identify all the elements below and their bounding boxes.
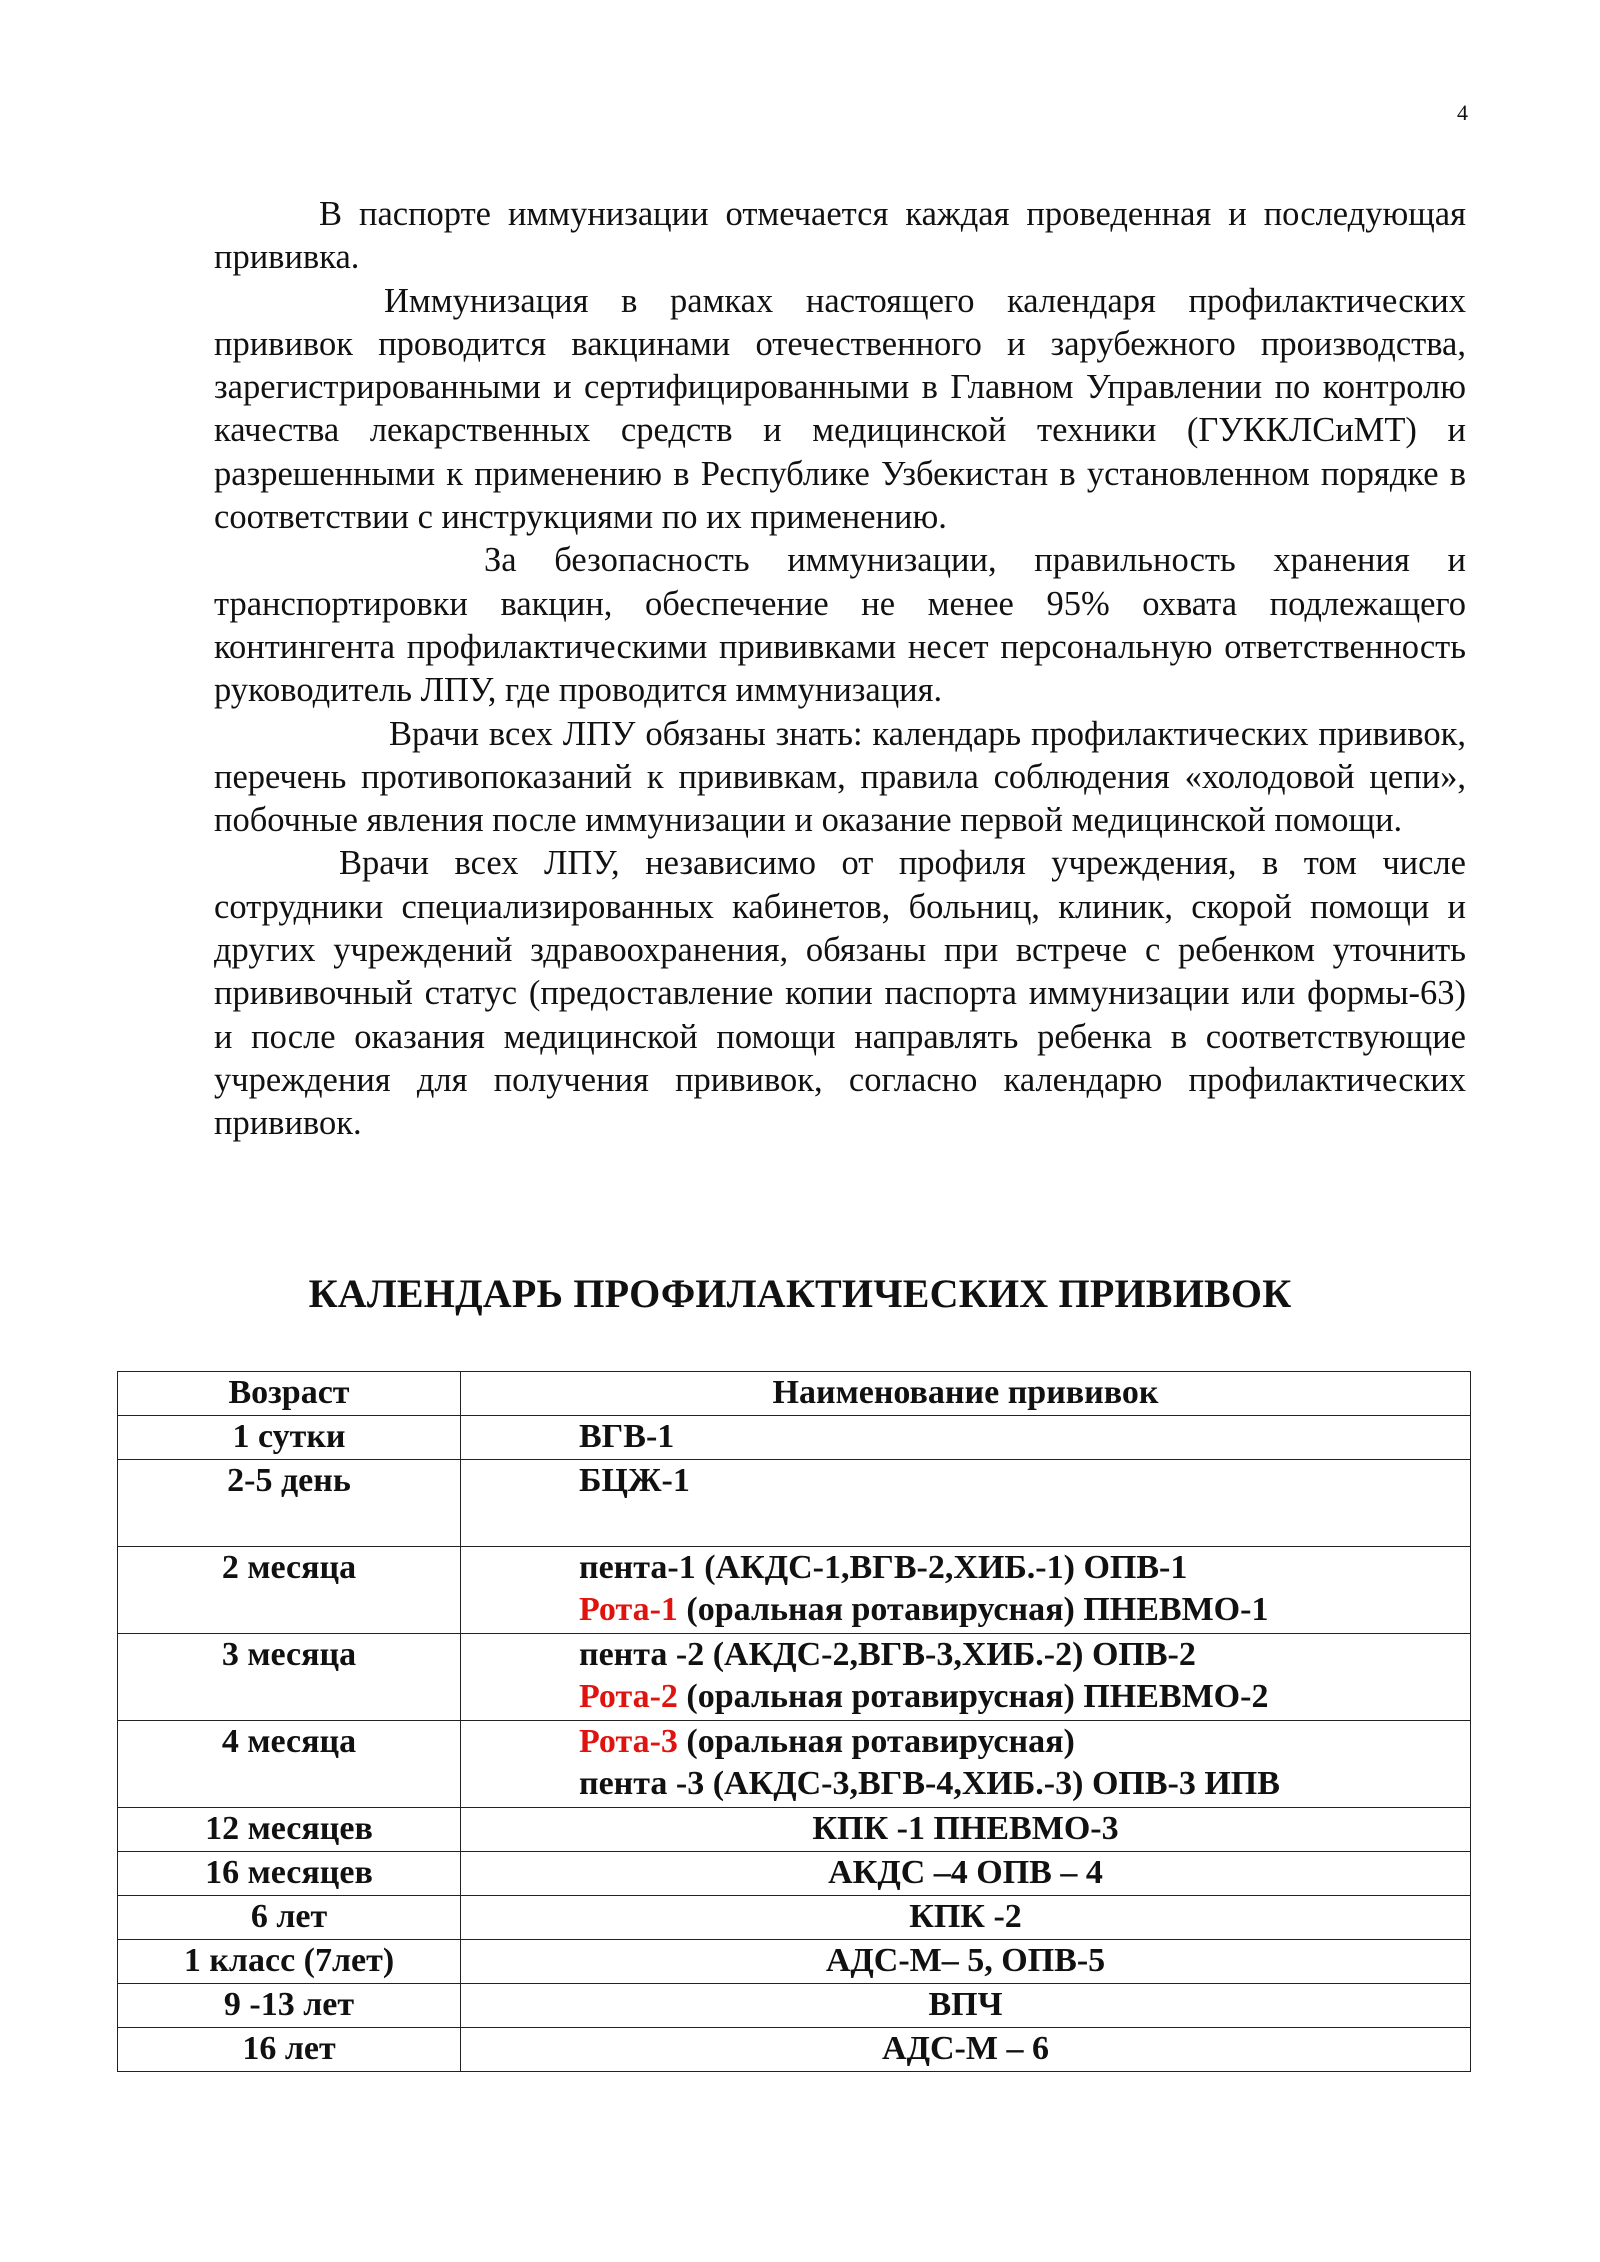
vaccine-line: БЦЖ-1 — [579, 1462, 690, 1499]
vaccine-line: пента -2 (АКДС-2,ВГВ-3,ХИБ.-2) ОПВ-2 — [579, 1636, 1196, 1673]
header-age: Возраст — [118, 1372, 461, 1416]
body-text — [214, 193, 1466, 1146]
table-row — [118, 1634, 1471, 1721]
vaccine-line: КПК -1 ПНЕВМО-3 — [812, 1810, 1119, 1847]
age-cell: 12 месяцев — [118, 1808, 461, 1852]
vaccine-line-rest: (оральная ротавирусная) — [677, 1723, 1075, 1760]
vaccine-line-rest: (оральная ротавирусная) ПНЕВМО-1 — [677, 1591, 1269, 1628]
vaccine-line: АДС-М– 5, ОПВ-5 — [825, 1942, 1106, 1979]
vaccine-line: пента -3 (АКДС-3,ВГВ-4,ХИБ.-3) ОПВ-3 ИПВ — [579, 1765, 1280, 1802]
table-row — [118, 1940, 1471, 1984]
table-row — [118, 1808, 1471, 1852]
vaccine-cell — [461, 1547, 1471, 1634]
paragraph-doctors-duty: Врачи всех ЛПУ, независимо от профиля учреждения, в том числе сотрудники специализированных кабинетов, больниц, клиник, скорой помощи и других учреждений здравоохранения, обязаны при встрече с ребенком уточнить прививочный статус (предоставление копии паспорта иммунизации или формы-63) и после оказания медицинской помощи направлять ребенка в соответствующие учреждения для получения прививок, согласно календарю профилактических прививок. — [214, 844, 1466, 1143]
table-row — [118, 1852, 1471, 1896]
table-row — [118, 1896, 1471, 1940]
age-cell: 2 месяца — [118, 1547, 461, 1634]
vaccine-line: АДС-М – 6 — [882, 2030, 1049, 2067]
vaccine-line: ВПЧ — [928, 1986, 1003, 2023]
table-row — [118, 1460, 1471, 1547]
rota-label: Рота-2 — [579, 1678, 678, 1715]
table-row — [118, 1721, 1471, 1808]
paragraph-passport: В паспорте иммунизации отмечается каждая проведенная и последующая прививка. — [214, 195, 1466, 277]
age-cell: 9 -13 лет — [118, 1984, 461, 2028]
paragraph-doctors-knowledge: Врачи всех ЛПУ обязаны знать: календарь профилактических прививок, перечень противопоказаний к прививкам, правила соблюдения «холодовой цепи», побочные явления после иммунизации и оказание первой медицинской помощи. — [214, 714, 1466, 840]
table-row — [118, 2028, 1471, 2072]
vaccine-cell — [461, 1460, 1471, 1547]
vaccine-cell — [461, 1940, 1471, 1984]
age-cell: 3 месяца — [118, 1634, 461, 1721]
vaccine-line — [579, 1676, 1470, 1718]
vaccine-line-rest: (оральная ротавирусная) ПНЕВМО-2 — [677, 1678, 1269, 1715]
age-cell: 2-5 день — [118, 1460, 461, 1547]
paragraph-vaccines: Иммунизация в рамках настоящего календаря профилактических прививок проводится вакцинами отечественного и зарубежного производства, зарегистрированными и сертифицированными в Главном Управлении по контролю качества лекарственных средств и медицинской техники (ГУККЛСиМТ) и разрешенными к применению в Республике Узбекистан в установленном порядке в соответствии с инструкциями по их применению. — [214, 281, 1466, 537]
vaccine-line — [579, 1589, 1470, 1631]
rota-label: Рота-3 — [579, 1723, 678, 1760]
vaccine-line: КПК -2 — [909, 1898, 1022, 1935]
vaccine-cell — [461, 1634, 1471, 1721]
age-cell: 16 лет — [118, 2028, 461, 2072]
age-cell: 1 сутки — [118, 1416, 461, 1460]
age-cell: 1 класс (7лет) — [118, 1940, 461, 1984]
vaccine-line: АКДС –4 ОПВ – 4 — [828, 1854, 1103, 1891]
age-cell: 16 месяцев — [118, 1852, 461, 1896]
table-row — [118, 1547, 1471, 1634]
table-row — [118, 1416, 1471, 1460]
table-header-row — [118, 1372, 1471, 1416]
vaccination-calendar-table — [117, 1371, 1471, 2072]
vaccine-cell — [461, 1852, 1471, 1896]
vaccine-cell — [461, 2028, 1471, 2072]
paragraph-safety: За безопасность иммунизации, правильность хранения и транспортировки вакцин, обеспечение не менее 95% охвата подлежащего контингента профилактическими прививками несет персональную ответственность руководитель ЛПУ, где проводится иммунизация. — [214, 541, 1466, 710]
table-row — [118, 1984, 1471, 2028]
header-vaccines: Наименование прививок — [461, 1372, 1471, 1416]
vaccine-cell — [461, 1896, 1471, 1940]
vaccine-cell — [461, 1984, 1471, 2028]
rota-label: Рота-1 — [579, 1591, 678, 1628]
age-cell: 6 лет — [118, 1896, 461, 1940]
page-number: 4 — [1457, 100, 1468, 125]
age-cell: 4 месяца — [118, 1721, 461, 1808]
vaccine-line — [579, 1721, 1470, 1763]
vaccine-line: ВГВ-1 — [579, 1418, 675, 1455]
vaccine-cell — [461, 1808, 1471, 1852]
calendar-title: КАЛЕНДАРЬ ПРОФИЛАКТИЧЕСКИХ ПРИВИВОК — [308, 1271, 1292, 1316]
vaccine-cell — [461, 1721, 1471, 1808]
vaccine-line: пента-1 (АКДС-1,ВГВ-2,ХИБ.-1) ОПВ-1 — [579, 1549, 1188, 1586]
vaccine-cell — [461, 1416, 1471, 1460]
